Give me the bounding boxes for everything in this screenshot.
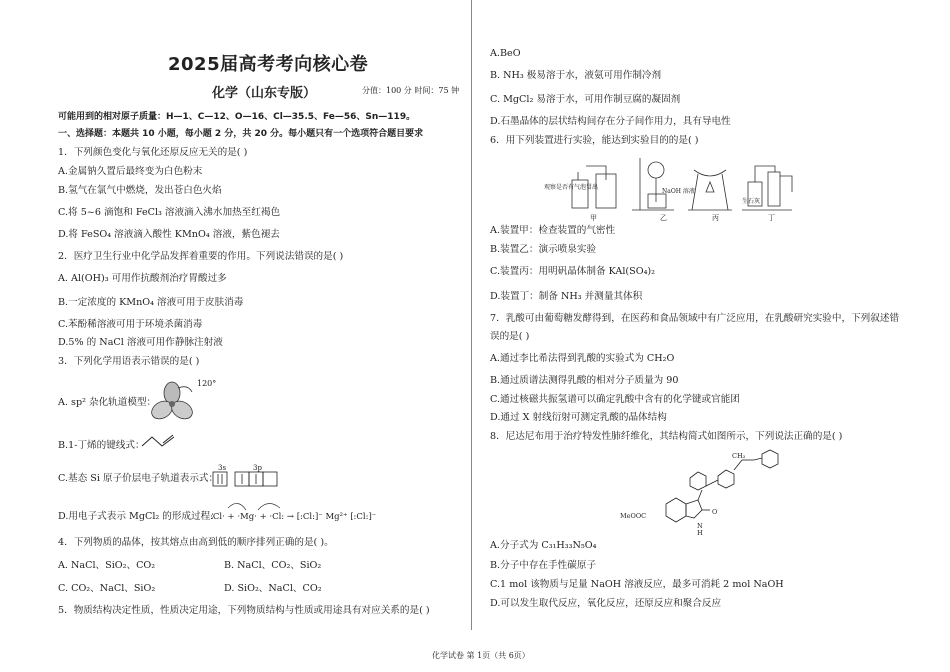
- question-6: 6．用下列装置进行实验，能达到实验目的的是( ): [490, 135, 699, 146]
- question-1: 1．下列颜色变化与氧化还原反应无关的是( ): [58, 147, 248, 158]
- q5-option-c: C. MgCl₂ 易溶于水，可用作制豆腐的凝固剂: [490, 94, 681, 105]
- orbital-3p-label: 3p: [253, 464, 262, 472]
- q4-option-c: C. CO₂、NaCl、SiO₂: [58, 583, 156, 594]
- q3-option-b: B.1-丁烯的键线式：: [58, 440, 145, 451]
- q8-option-d: D.可以发生取代反应，氧化反应，还原反应和聚合反应: [490, 598, 722, 609]
- molecule-label-o: O: [712, 508, 718, 516]
- q2-option-d: D.5% 的 NaCl 溶液可用作静脉注射液: [58, 337, 223, 348]
- exam-subtitle: 化学（山东专版）: [212, 86, 317, 101]
- q1-option-d: D.将 FeSO₄ 溶液滴入酸性 KMnO₄ 溶液，紫色褪去: [58, 229, 280, 240]
- molecule-label-n: N: [697, 522, 703, 530]
- q3-option-c: C.基态 Si 原子价层电子轨道表示式：: [58, 473, 219, 484]
- q6-option-d: D.装置丁：制备 NH₃ 并测量其体积: [490, 291, 643, 302]
- nintedanib-structure-figure: [646, 446, 796, 534]
- question-7-cont: 误的是( ): [490, 331, 530, 342]
- q7-option-a: A.通过李比希法得到乳酸的实验式为 CH₂O: [490, 353, 675, 364]
- butene-skeletal-figure: [140, 433, 178, 449]
- apparatus-label-jia: 甲: [590, 214, 597, 222]
- electron-transfer-arrows: [218, 498, 308, 512]
- q6-option-b: B.装置乙：演示喷泉实验: [490, 244, 597, 255]
- q6-note-bubbles: 观察是否有气泡冒出: [544, 184, 599, 191]
- q7-option-b: B.通过质谱法测得乳酸的相对分子质量为 90: [490, 375, 679, 386]
- q8-option-c: C.1 mol 该物质与足量 NaOH 溶液反应，最多可消耗 2 mol NaOH: [490, 579, 784, 590]
- q1-option-c: C.将 5~6 滴饱和 FeCl₃ 溶液滴入沸水加热至红褐色: [58, 207, 281, 218]
- q1-option-a: A.金属钠久置后最终变为白色粉末: [58, 166, 203, 177]
- q2-option-c: C.苯酚稀溶液可用于环境杀菌消毒: [58, 319, 203, 330]
- molecule-label-ch3: CH₃: [732, 452, 746, 460]
- q6-option-a: A.装置甲：检查装置的气密性: [490, 225, 616, 236]
- molecule-label-h: H: [697, 529, 703, 537]
- q4-option-b: B. NaCl、CO₂、SiO₂: [224, 560, 322, 571]
- question-2: 2．医疗卫生行业中化学品发挥着重要的作用。下列说法错误的是( ): [58, 251, 344, 262]
- q4-option-a: A. NaCl、SiO₂、CO₂: [58, 560, 156, 571]
- orbital-3s-label: 3s: [218, 464, 227, 472]
- q3-option-d: D.用电子式表示 MgCl₂ 的形成过程：: [58, 511, 220, 522]
- q5-option-d: D.石墨晶体的层状结构间存在分子间作用力，具有导电性: [490, 116, 731, 127]
- apparatus-label-ding: 丁: [768, 214, 775, 222]
- apparatus-label-yi: 乙: [660, 214, 667, 222]
- question-4: 4．下列物质的晶体，按其熔点由高到低的顺序排列正确的是( )。: [58, 537, 334, 548]
- molecule-label-ester: MeOOC: [620, 512, 647, 520]
- q3-option-a: A. sp² 杂化轨道模型：: [58, 397, 157, 408]
- exam-meta: 分值：100 分 时间：75 钟: [362, 86, 460, 95]
- atomic-masses: 可能用到的相对原子质量：H—1、C—12、O—16、Cl—35.5、Fe—56、Sn—119。: [58, 112, 416, 122]
- q6-note-naoh: NaOH 溶液: [662, 188, 695, 195]
- si-orbital-diagram: [212, 471, 282, 488]
- orbital-angle-label: 120°: [197, 379, 217, 388]
- apparatus-label-bing: 丙: [712, 214, 719, 222]
- column-divider: [471, 0, 472, 630]
- q8-option-b: B.分子中存在手性碳原子: [490, 560, 597, 571]
- question-5: 5．物质结构决定性质，性质决定用途，下列物质结构与性质或用途具有对应关系的是( ): [58, 605, 430, 616]
- q2-option-a: A. Al(OH)₃ 可用作抗酸剂治疗胃酸过多: [58, 273, 227, 284]
- q1-option-b: B.氢气在氯气中燃烧，发出苍白色火焰: [58, 185, 222, 196]
- question-3: 3．下列化学用语表示错误的是( ): [58, 356, 200, 367]
- q7-option-d: D.通过 X 射线衍射可测定乳酸的晶体结构: [490, 412, 667, 423]
- q2-option-b: B.一定浓度的 KMnO₄ 溶液可用于皮肤消毒: [58, 297, 244, 308]
- q5-option-b: B. NH₃ 极易溶于水，液氨可用作制冷剂: [490, 70, 662, 81]
- q8-option-a: A.分子式为 C₃₁H₃₃N₅O₄: [490, 540, 597, 551]
- q6-option-c: C.装置丙：用明矾晶体制备 KAl(SO₄)₂: [490, 266, 656, 277]
- page-footer: 化学试卷 第 1页（共 6页）: [432, 651, 530, 660]
- question-7: 7．乳酸可由葡萄糖发酵得到，在医药和食品领域中有广泛应用，在乳酸研究实验中，下列叙述错: [490, 313, 900, 324]
- q4-option-d: D. SiO₂、NaCl、CO₂: [224, 583, 322, 594]
- section-heading: 一、选择题：本题共 10 小题，每小题 2 分，共 20 分。每小题只有一个选项符合题目要求: [58, 129, 424, 139]
- question-8: 8．尼达尼布用于治疗特发性肺纤维化，其结构简式如图所示，下列说法正确的是( ): [490, 431, 843, 442]
- q6-note-lime: 生石灰: [742, 198, 761, 205]
- exam-title: 2025届高考考向核心卷: [168, 54, 369, 75]
- q7-option-c: C.通过核磁共振氢谱可以确定乳酸中含有的化学键或官能团: [490, 394, 740, 405]
- q5-option-a: A.BeO: [490, 48, 521, 59]
- mgcl2-electron-equation: :Cl· + ·Mg· + ·Cl: → [:Cl:]⁻ Mg²⁺ [:Cl:]⁻: [210, 512, 377, 522]
